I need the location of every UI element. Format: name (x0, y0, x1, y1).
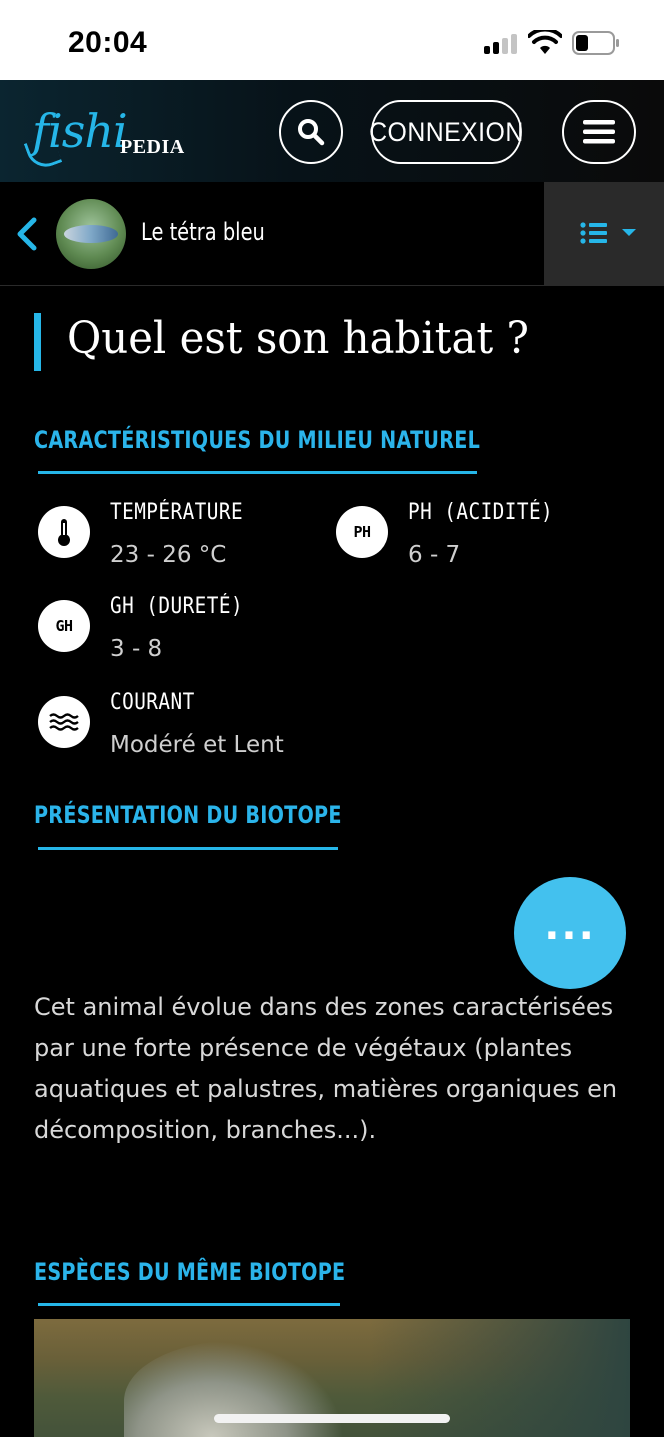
biotope-description: Cet animal évolue dans des zones caractérisées par une forte présence de végétaux (plantes aquatiques et palustres, matières organiques en décomposition, branches...). (34, 993, 618, 1144)
species-name: Le tétra bleu (141, 218, 265, 246)
characteristics-underline (38, 471, 477, 474)
same-biotope-heading: ESPÈCES DU MÊME BIOTOPE (34, 1258, 346, 1286)
battery-icon (572, 31, 620, 55)
thermometer-icon (38, 506, 90, 558)
section-title: Quel est son habitat ? (34, 313, 553, 371)
hamburger-menu-icon (583, 119, 615, 145)
chevron-left-icon[interactable] (14, 216, 40, 252)
table-of-contents-button[interactable] (544, 182, 664, 286)
login-button[interactable]: CONNEXION (371, 100, 522, 164)
site-header (0, 80, 664, 182)
menu-button[interactable] (562, 100, 636, 164)
home-indicator[interactable] (214, 1414, 450, 1423)
cellular-signal-icon (484, 32, 520, 54)
characteristics-heading: CARACTÉRISTIQUES DU MILIEU NATUREL (34, 426, 481, 454)
ph-icon: PH (336, 506, 388, 558)
search-button[interactable] (279, 100, 343, 164)
wifi-icon (528, 30, 562, 56)
same-biotope-underline (38, 1303, 340, 1306)
gh-icon: GH (38, 600, 90, 652)
fishipedia-logo[interactable]: fishi PEDIA (26, 98, 196, 168)
species-thumbnail (56, 199, 126, 269)
more-icon: ... (544, 903, 596, 949)
list-icon (580, 222, 638, 244)
status-bar (0, 0, 664, 80)
search-icon (297, 118, 325, 146)
status-time: 20:04 (68, 26, 148, 59)
biotope-underline (38, 847, 338, 850)
biotope-heading: PRÉSENTATION DU BIOTOPE (34, 801, 342, 829)
waves-icon (38, 696, 90, 748)
species-bar (0, 182, 664, 286)
more-options-button[interactable] (514, 877, 626, 989)
